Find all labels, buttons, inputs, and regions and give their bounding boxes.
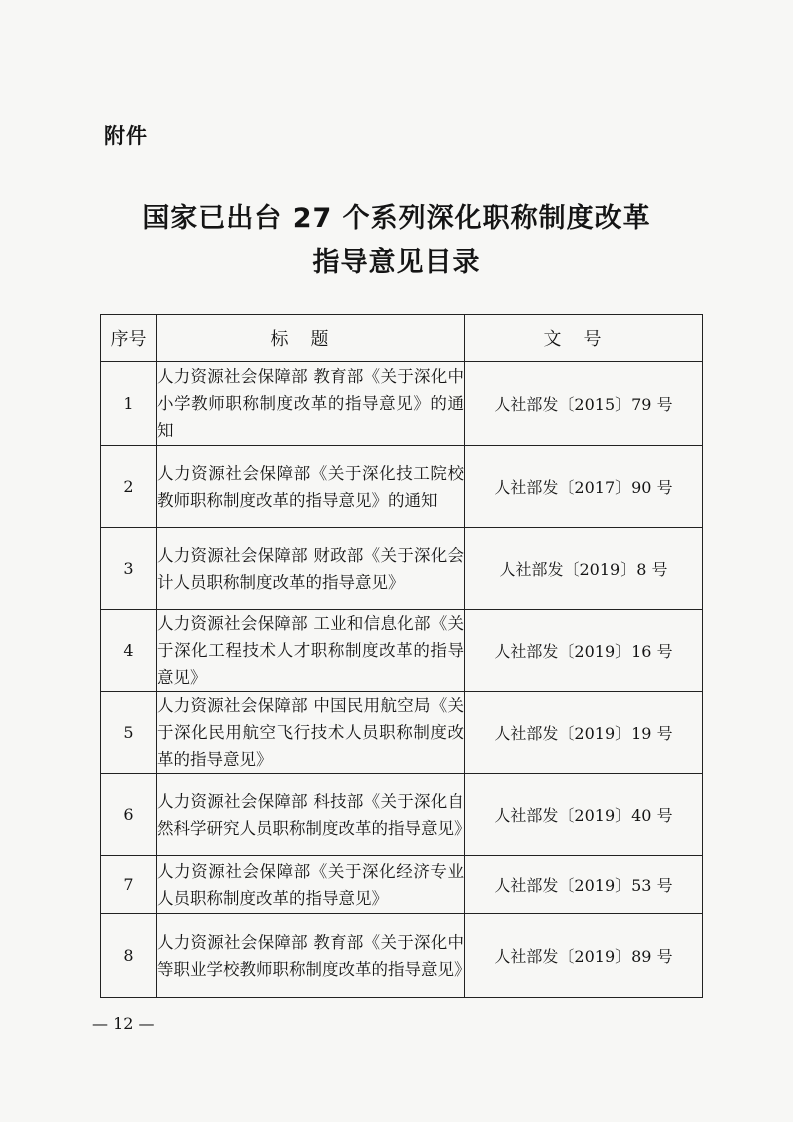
row-seq: 7 xyxy=(101,856,157,914)
row-doc-no: 人社部发〔2019〕40 号 xyxy=(465,774,703,856)
page-number: — 12 — xyxy=(92,1014,155,1033)
row-title: 人力资源社会保障部 工业和信息化部《关于深化工程技术人才职称制度改革的指导意见》 xyxy=(157,610,465,692)
row-title: 人力资源社会保障部《关于深化经济专业人员职称制度改革的指导意见》 xyxy=(157,856,465,914)
row-seq: 4 xyxy=(101,610,157,692)
table-row xyxy=(101,446,703,528)
row-doc-no: 人社部发〔2015〕79 号 xyxy=(465,362,703,446)
header-seq: 序号 xyxy=(101,315,157,362)
row-doc-no: 人社部发〔2017〕90 号 xyxy=(465,446,703,528)
row-doc-no: 人社部发〔2019〕89 号 xyxy=(465,914,703,998)
table-row xyxy=(101,528,703,610)
header-doc-no: 文号 xyxy=(465,315,703,362)
header-title: 标题 xyxy=(157,315,465,362)
row-title: 人力资源社会保障部 财政部《关于深化会计人员职称制度改革的指导意见》 xyxy=(157,528,465,610)
row-title: 人力资源社会保障部 教育部《关于深化中小学教师职称制度改革的指导意见》的通知 xyxy=(157,362,465,446)
row-title: 人力资源社会保障部 中国民用航空局《关于深化民用航空飞行技术人员职称制度改革的指导意见》 xyxy=(157,692,465,774)
row-title: 人力资源社会保障部 教育部《关于深化中等职业学校教师职称制度改革的指导意见》 xyxy=(157,914,465,998)
table-row xyxy=(101,856,703,914)
row-doc-no: 人社部发〔2019〕19 号 xyxy=(465,692,703,774)
row-seq: 1 xyxy=(101,362,157,446)
table-header-row xyxy=(101,315,703,362)
guidance-catalog-table xyxy=(100,314,703,998)
row-seq: 5 xyxy=(101,692,157,774)
document-title-line2: 指导意见目录 xyxy=(312,247,481,278)
row-title: 人力资源社会保障部 科技部《关于深化自然科学研究人员职称制度改革的指导意见》 xyxy=(157,774,465,856)
row-seq: 6 xyxy=(101,774,157,856)
row-seq: 8 xyxy=(101,914,157,998)
table-row xyxy=(101,774,703,856)
table-row xyxy=(101,914,703,998)
row-doc-no: 人社部发〔2019〕53 号 xyxy=(465,856,703,914)
table-row xyxy=(101,610,703,692)
table-row xyxy=(101,692,703,774)
table-row xyxy=(101,362,703,446)
row-title: 人力资源社会保障部《关于深化技工院校教师职称制度改革的指导意见》的通知 xyxy=(157,446,465,528)
attachment-label: 附件 xyxy=(104,124,148,148)
row-seq: 3 xyxy=(101,528,157,610)
row-doc-no: 人社部发〔2019〕16 号 xyxy=(465,610,703,692)
row-doc-no: 人社部发〔2019〕8 号 xyxy=(465,528,703,610)
document-title-line1: 国家已出台 27 个系列深化职称制度改革 xyxy=(142,203,651,234)
row-seq: 2 xyxy=(101,446,157,528)
